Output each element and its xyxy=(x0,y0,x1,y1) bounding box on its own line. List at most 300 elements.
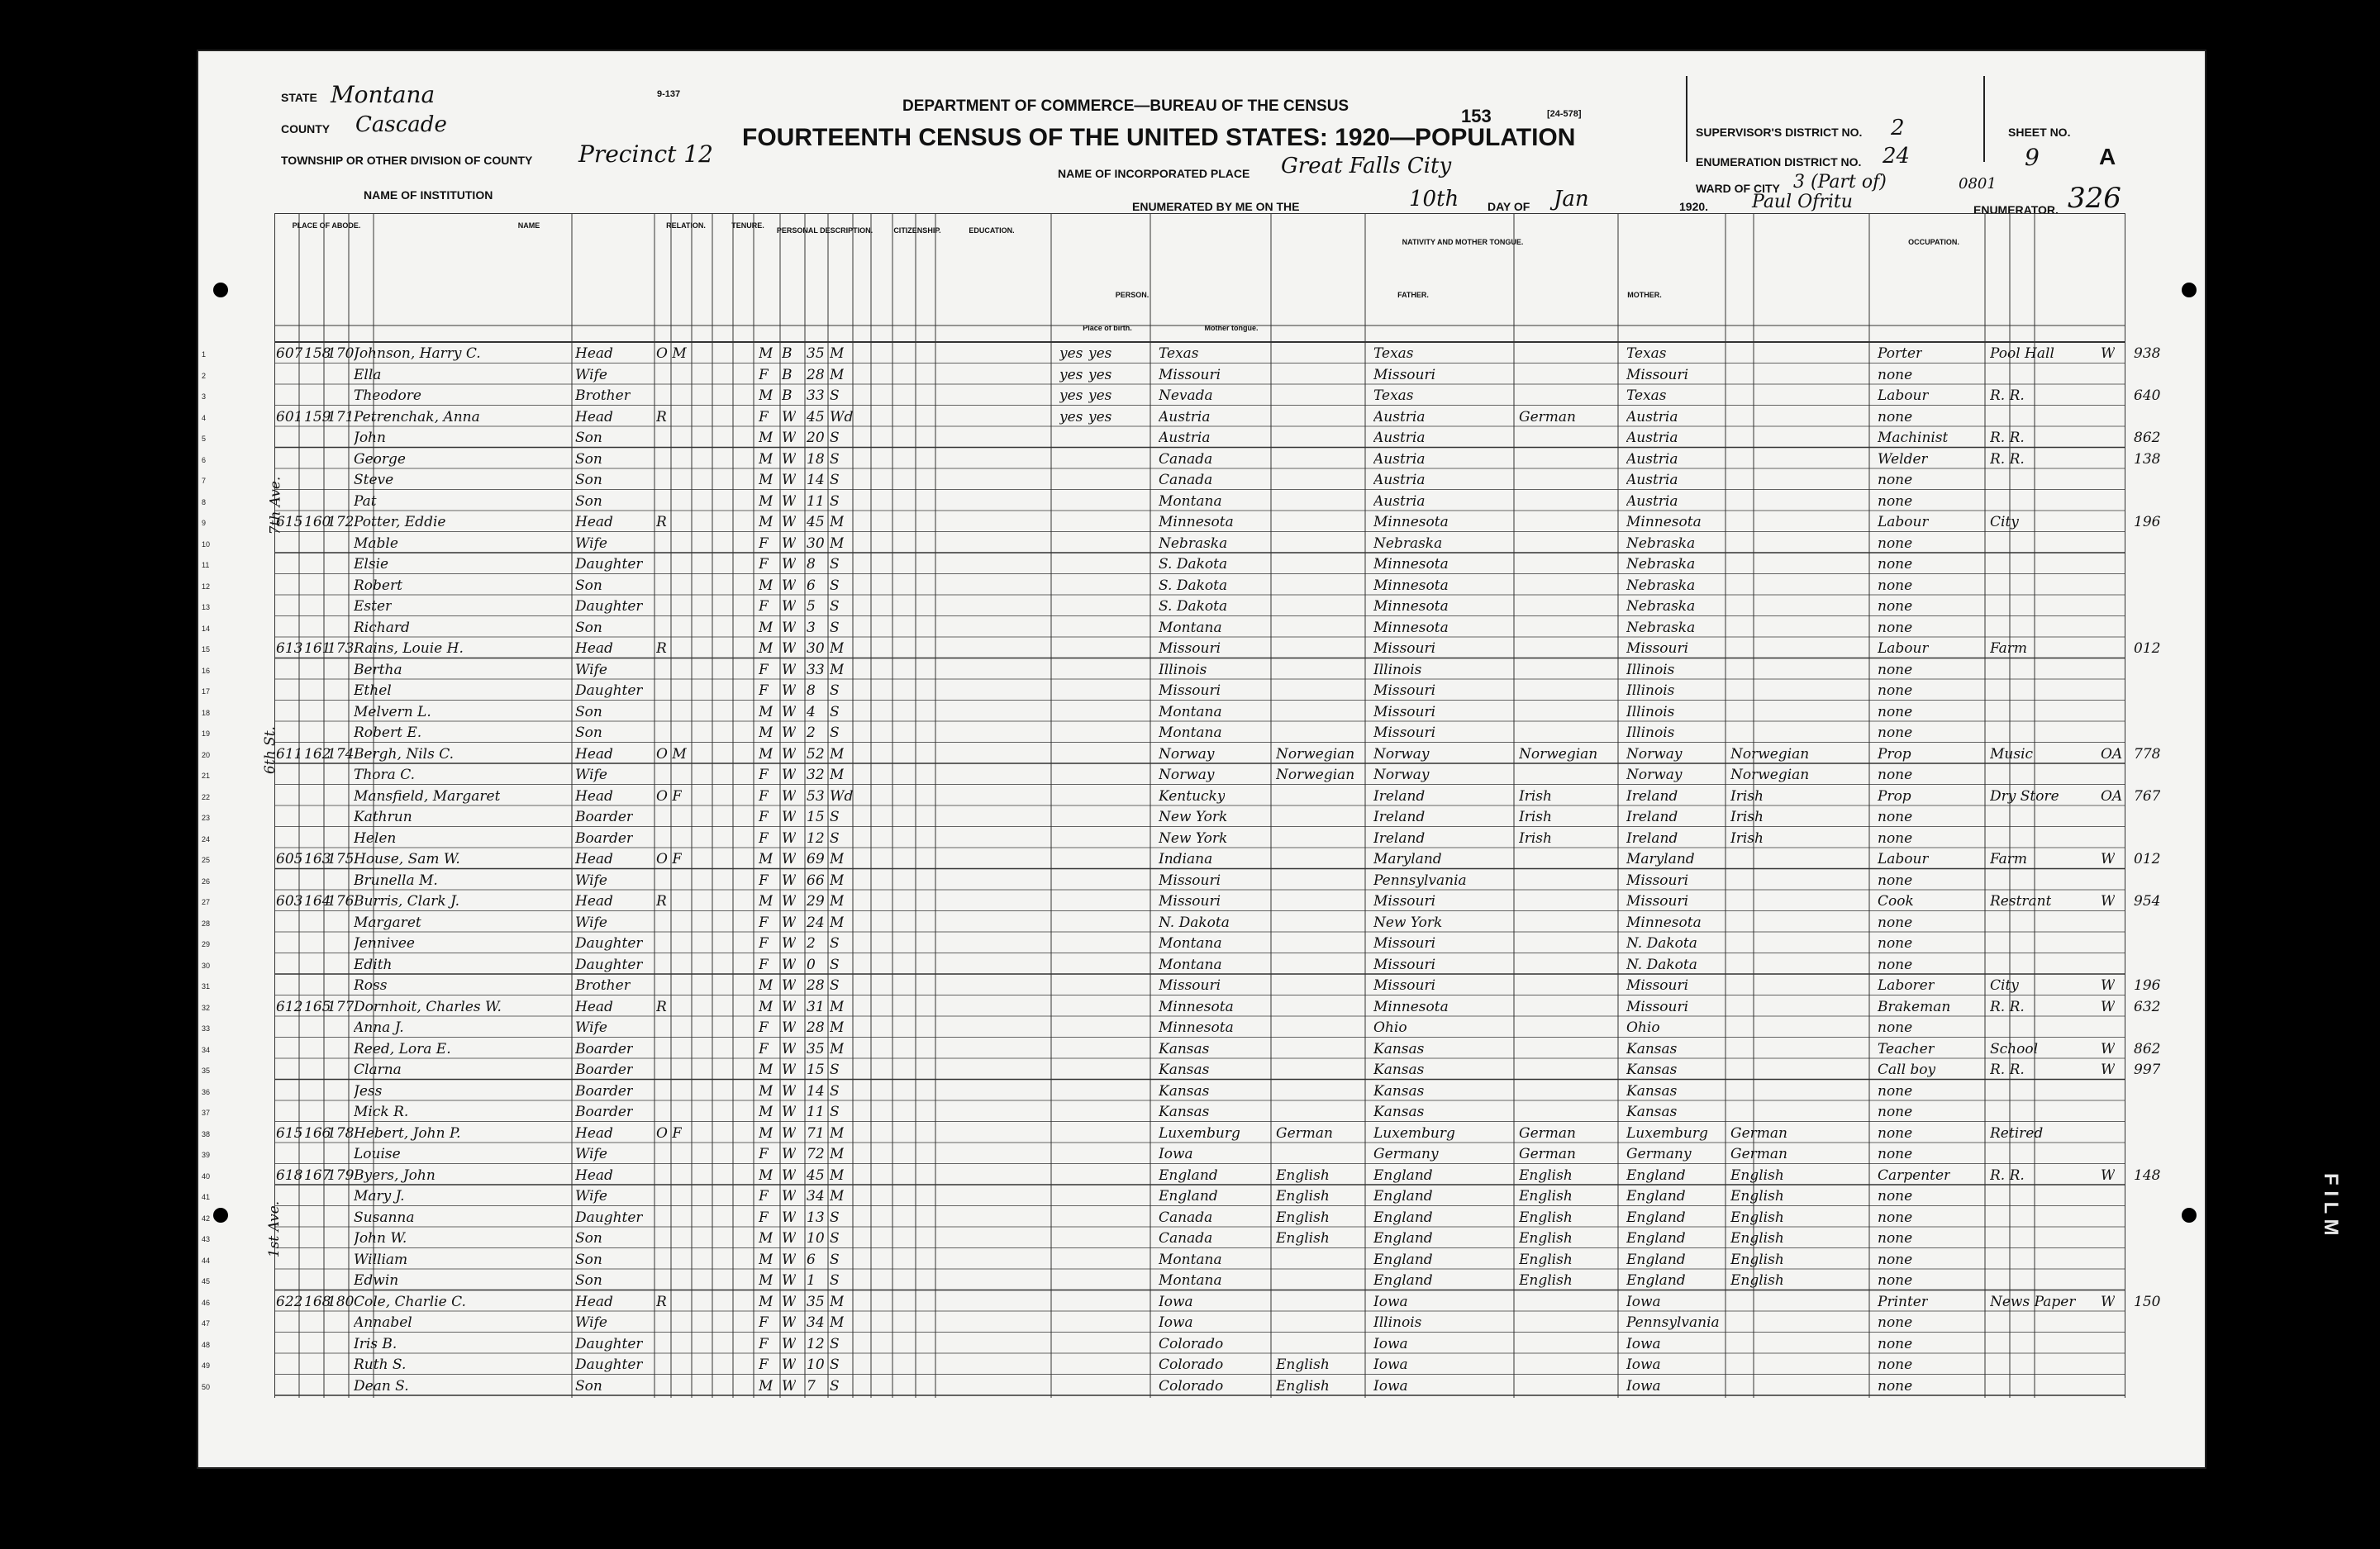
cell-sex: F xyxy=(759,1040,769,1057)
line-number: 17 xyxy=(202,687,211,696)
cell-sex: F xyxy=(759,1209,769,1226)
cell-tenure: O M xyxy=(656,745,687,763)
cell-race: W xyxy=(782,851,797,867)
cell-mtongue: Irish xyxy=(1730,787,1764,805)
cell-write: yes xyxy=(1088,408,1112,425)
cell-mbirth: Ohio xyxy=(1626,1019,1660,1036)
cell-name: Ella xyxy=(354,366,382,383)
cell-code: 150 xyxy=(2134,1293,2161,1310)
cell-rel: Boarder xyxy=(575,809,634,825)
cell-birth: Canada xyxy=(1159,450,1213,468)
table-row xyxy=(198,365,2049,387)
cell-sex: F xyxy=(759,787,769,805)
cell-sex: F xyxy=(759,956,769,973)
cell-name: Burris, Clark J. xyxy=(354,893,459,910)
cell-street: 615 xyxy=(276,514,303,530)
cell-race: W xyxy=(782,450,797,468)
cell-ms: S xyxy=(830,935,840,952)
table-row xyxy=(198,1039,2161,1061)
line-number: 12 xyxy=(202,582,211,591)
cell-age: 28 xyxy=(807,1019,825,1036)
cell-tenure: R xyxy=(656,893,667,910)
cell-street: 613 xyxy=(276,640,303,657)
cell-sex: M xyxy=(759,472,774,488)
cell-fbirth: Austria xyxy=(1373,492,1426,510)
cell-sex: F xyxy=(759,556,769,573)
cell-birth: Missouri xyxy=(1159,640,1221,657)
line-number: 14 xyxy=(202,624,211,633)
cell-fbirth: Missouri xyxy=(1373,682,1436,699)
cell-code: 954 xyxy=(2134,893,2161,910)
line-number: 34 xyxy=(202,1045,211,1054)
table-row xyxy=(198,955,2049,976)
table-row xyxy=(198,660,2049,682)
cell-sex: M xyxy=(759,1167,774,1184)
cell-family: 174 xyxy=(327,745,355,763)
cell-rel: Daughter xyxy=(575,1335,643,1352)
sheet-letter: A xyxy=(2099,144,2116,169)
enumerator-value: Paul Ofritu xyxy=(1752,192,1853,212)
line-number: 11 xyxy=(202,561,210,569)
cell-ms: M xyxy=(830,366,845,383)
cell-mbirth: Missouri xyxy=(1626,977,1689,994)
cell-code: 632 xyxy=(2134,998,2161,1015)
cell-trade: none xyxy=(1878,492,1913,510)
cell-rel: Head xyxy=(575,787,613,805)
cell-ms: M xyxy=(830,767,845,783)
cell-name: Potter, Eddie xyxy=(354,514,446,530)
cell-industry: R. R. xyxy=(1990,387,2025,404)
cell-mbirth: Ireland xyxy=(1626,829,1678,847)
cell-fbirth: England xyxy=(1373,1209,1433,1226)
cell-race: W xyxy=(782,977,797,994)
cell-street: 615 xyxy=(276,1124,303,1142)
cell-race: B xyxy=(782,387,793,404)
cell-mtongue: Norwegian xyxy=(1730,745,1810,763)
cell-street: 603 xyxy=(276,893,303,910)
cell-birth: Missouri xyxy=(1159,682,1221,699)
cell-age: 4 xyxy=(807,703,816,720)
line-number: 43 xyxy=(202,1235,211,1243)
cell-cls: W xyxy=(2101,345,2116,362)
line-number: 23 xyxy=(202,814,211,822)
cell-rel: Son xyxy=(575,1230,602,1247)
cell-dwelling: 164 xyxy=(304,893,331,910)
cell-rel: Boarder xyxy=(575,829,634,847)
cell-age: 29 xyxy=(807,893,825,910)
col-occupation: OCCUPATION. xyxy=(1908,238,1959,246)
cell-birth: Montana xyxy=(1159,619,1222,636)
cell-mbirth: Illinois xyxy=(1626,661,1675,678)
cell-name: Dean S. xyxy=(354,1377,409,1395)
cell-rel: Son xyxy=(575,1272,602,1289)
line-number: 30 xyxy=(202,961,211,970)
table-row xyxy=(198,1376,2049,1398)
cell-birth: Kentucky xyxy=(1159,787,1226,805)
cell-fbirth: Missouri xyxy=(1373,956,1436,973)
cell-race: B xyxy=(782,345,793,362)
punch-hole xyxy=(2182,1208,2197,1223)
cell-mbirth: England xyxy=(1626,1209,1686,1226)
table-row xyxy=(198,1313,2049,1334)
table-row xyxy=(198,934,2049,955)
enumerated-month: Jan xyxy=(1554,187,1589,211)
cell-mbirth: Texas xyxy=(1626,345,1667,362)
cell-birth: Montana xyxy=(1159,725,1222,741)
cell-name: Margaret xyxy=(354,914,421,931)
cell-rel: Head xyxy=(575,345,613,362)
cell-name: House, Sam W. xyxy=(354,851,460,867)
film-label: F I L M xyxy=(2320,1173,2342,1236)
cell-trade: none xyxy=(1878,1019,1913,1036)
cell-birth: Austria xyxy=(1159,408,1211,425)
cell-mbirth: Nebraska xyxy=(1626,577,1696,594)
cell-code: 640 xyxy=(2134,387,2161,404)
line-number: 3 xyxy=(202,392,207,401)
cell-age: 18 xyxy=(807,450,825,468)
cell-sex: F xyxy=(759,829,769,847)
cell-trade: Printer xyxy=(1878,1293,1928,1310)
cell-ftongue: Irish xyxy=(1519,809,1552,825)
cell-sex: F xyxy=(759,661,769,678)
cell-race: W xyxy=(782,619,797,636)
sheet-label: SHEET NO. xyxy=(2008,126,2071,139)
cell-rel: Head xyxy=(575,1167,613,1184)
cell-birth: S. Dakota xyxy=(1159,598,1228,615)
cell-birth: Canada xyxy=(1159,1209,1213,1226)
cell-age: 15 xyxy=(807,1062,825,1078)
cell-age: 45 xyxy=(807,1167,825,1184)
cell-rel: Son xyxy=(575,430,602,446)
cell-age: 34 xyxy=(807,1188,825,1205)
cell-write: yes xyxy=(1088,366,1112,383)
cell-race: W xyxy=(782,956,797,973)
cell-sex: M xyxy=(759,1251,774,1268)
cell-dwelling: 163 xyxy=(304,851,331,867)
cell-sex: M xyxy=(759,1104,774,1120)
cell-trade: none xyxy=(1878,914,1913,931)
cell-dwelling: 161 xyxy=(304,640,331,657)
cell-race: W xyxy=(782,935,797,952)
cell-ms: S xyxy=(830,598,840,615)
cell-sex: F xyxy=(759,914,769,931)
line-number: 1 xyxy=(202,350,207,359)
cell-race: W xyxy=(782,598,797,615)
cell-mtongue: English xyxy=(1730,1230,1784,1247)
cell-mbirth: Missouri xyxy=(1626,872,1689,889)
cell-dwelling: 160 xyxy=(304,514,331,530)
cell-trade: Labour xyxy=(1878,640,1929,657)
line-number: 42 xyxy=(202,1214,211,1223)
cell-mbirth: England xyxy=(1626,1167,1686,1184)
cell-age: 30 xyxy=(807,535,825,552)
cell-fbirth: Nebraska xyxy=(1373,535,1443,552)
cell-street: 607 xyxy=(276,345,303,362)
table-row xyxy=(198,344,2161,365)
cell-ftongue: English xyxy=(1519,1209,1573,1226)
cell-code: 148 xyxy=(2134,1167,2161,1184)
enum-district-value: 24 xyxy=(1883,144,1911,169)
cell-fbirth: Texas xyxy=(1373,387,1414,404)
cell-age: 45 xyxy=(807,408,825,425)
enumerator-label: ENUMERATOR. xyxy=(1973,203,2059,216)
cell-race: W xyxy=(782,998,797,1015)
cell-birth: England xyxy=(1159,1188,1218,1205)
cell-street: 611 xyxy=(276,745,303,763)
cell-family: 177 xyxy=(327,998,355,1015)
cell-ms: S xyxy=(830,556,840,573)
cell-trade: Porter xyxy=(1878,345,1923,362)
cell-fbirth: Luxemburg xyxy=(1373,1124,1455,1142)
incorporated-label: NAME OF INCORPORATED PLACE xyxy=(1058,167,1250,180)
cell-ms: S xyxy=(830,472,840,488)
cell-rel: Son xyxy=(575,492,602,510)
cell-birth: Missouri xyxy=(1159,893,1221,910)
cell-ms: M xyxy=(830,851,845,867)
enum-district-label: ENUMERATION DISTRICT NO. xyxy=(1696,155,1862,169)
punch-hole xyxy=(213,283,228,297)
cell-trade: Call boy xyxy=(1878,1062,1936,1078)
cell-trade: none xyxy=(1878,1377,1913,1395)
table-row xyxy=(198,1124,2049,1145)
table-row xyxy=(198,1102,2049,1124)
line-number: 41 xyxy=(202,1193,211,1201)
line-number: 31 xyxy=(202,982,211,991)
cell-sex: M xyxy=(759,977,774,994)
cell-cls: W xyxy=(2101,893,2116,910)
cell-ms: S xyxy=(830,577,840,594)
cell-industry: R. R. xyxy=(1990,1167,2025,1184)
cell-trade: none xyxy=(1878,577,1913,594)
cell-mbirth: Nebraska xyxy=(1626,556,1696,573)
cell-sex: M xyxy=(759,1377,774,1395)
cell-birth: Iowa xyxy=(1159,1146,1193,1162)
line-number: 27 xyxy=(202,898,211,906)
cell-mbirth: Kansas xyxy=(1626,1104,1678,1120)
cell-age: 72 xyxy=(807,1146,825,1162)
sheet-value: 9 xyxy=(2025,144,2040,171)
cell-dwelling: 158 xyxy=(304,345,331,362)
cell-race: W xyxy=(782,1335,797,1352)
cell-mbirth: Pennsylvania xyxy=(1626,1314,1720,1331)
cell-fbirth: Missouri xyxy=(1373,640,1436,657)
cell-mbirth: Missouri xyxy=(1626,998,1689,1015)
cell-mbirth: Iowa xyxy=(1626,1335,1661,1352)
cell-race: W xyxy=(782,472,797,488)
cell-ms: M xyxy=(830,640,845,657)
cell-race: W xyxy=(782,893,797,910)
cell-race: W xyxy=(782,640,797,657)
cell-name: William xyxy=(354,1251,408,1268)
cell-race: B xyxy=(782,366,793,383)
cell-trade: none xyxy=(1878,1357,1913,1373)
cell-fbirth: Minnesota xyxy=(1373,556,1449,573)
col-person: PERSON. xyxy=(1115,291,1150,299)
cell-ms: M xyxy=(830,514,845,530)
cell-ms: M xyxy=(830,345,845,362)
cell-age: 7 xyxy=(807,1377,816,1395)
cell-ms: S xyxy=(830,1357,840,1373)
cell-age: 15 xyxy=(807,809,825,825)
cell-rel: Daughter xyxy=(575,556,643,573)
line-number: 8 xyxy=(202,497,207,506)
cell-sex: F xyxy=(759,1146,769,1162)
cell-trade: none xyxy=(1878,809,1913,825)
cell-mtongue: Irish xyxy=(1730,829,1764,847)
cell-family: 180 xyxy=(327,1293,355,1310)
cell-birth: N. Dakota xyxy=(1159,914,1230,931)
line-number: 2 xyxy=(202,371,207,380)
cell-cls: W xyxy=(2101,1293,2116,1310)
cell-rel: Wife xyxy=(575,366,607,383)
table-row xyxy=(198,1186,2049,1208)
cell-fbirth: Illinois xyxy=(1373,661,1422,678)
table-row xyxy=(198,786,2161,808)
cell-trade: none xyxy=(1878,598,1913,615)
cell-mbirth: Norway xyxy=(1626,767,1683,783)
cell-birth: Missouri xyxy=(1159,366,1221,383)
cell-name: Mable xyxy=(354,535,398,552)
line-number: 18 xyxy=(202,708,211,717)
cell-birth: Iowa xyxy=(1159,1293,1193,1310)
cell-name: Jennivee xyxy=(354,935,415,952)
cell-ftongue: English xyxy=(1519,1167,1573,1184)
cell-ms: S xyxy=(830,956,840,973)
cell-sex: F xyxy=(759,1335,769,1352)
cell-birth: Montana xyxy=(1159,492,1222,510)
cell-name: Pat xyxy=(354,492,377,510)
col-tenure: TENURE. xyxy=(731,221,764,230)
cell-trade: none xyxy=(1878,682,1913,699)
line-number: 46 xyxy=(202,1298,211,1307)
cell-mbirth: Maryland xyxy=(1626,851,1695,867)
margin-street-note: 7th Ave. xyxy=(267,476,284,535)
cell-code: 997 xyxy=(2134,1062,2161,1078)
census-title: FOURTEENTH CENSUS OF THE UNITED STATES: 1920—POPULATION xyxy=(742,124,1576,151)
cell-tongue: English xyxy=(1276,1188,1330,1205)
cell-sex: M xyxy=(759,851,774,867)
cell-family: 175 xyxy=(327,851,355,867)
line-number: 44 xyxy=(202,1256,211,1265)
cell-trade: none xyxy=(1878,472,1913,488)
col-citizenship: CITIZENSHIP. xyxy=(893,226,941,235)
cell-cls: W xyxy=(2101,1040,2116,1057)
cell-mtongue: English xyxy=(1730,1251,1784,1268)
cell-name: Ruth S. xyxy=(354,1357,407,1373)
cell-age: 31 xyxy=(807,998,825,1015)
cell-age: 69 xyxy=(807,851,825,867)
cell-age: 34 xyxy=(807,1314,825,1331)
cell-trade: none xyxy=(1878,535,1913,552)
line-number: 37 xyxy=(202,1109,211,1117)
cell-tongue: English xyxy=(1276,1209,1330,1226)
cell-ms: S xyxy=(830,1377,840,1395)
cell-name: Theodore xyxy=(354,387,421,404)
cell-rel: Head xyxy=(575,893,613,910)
line-number: 32 xyxy=(202,1003,211,1012)
cell-rel: Boarder xyxy=(575,1082,634,1100)
cell-birth: Montana xyxy=(1159,956,1222,973)
cell-ms: S xyxy=(830,1251,840,1268)
table-row xyxy=(198,891,2161,913)
cell-read: yes xyxy=(1059,387,1083,404)
cell-rel: Son xyxy=(575,450,602,468)
col-birth-person: Place of birth. xyxy=(1083,324,1132,332)
cell-ms: M xyxy=(830,535,845,552)
cell-trade: none xyxy=(1878,661,1913,678)
cell-name: Robert xyxy=(354,577,402,594)
cell-industry: City xyxy=(1990,977,2019,994)
cell-trade: none xyxy=(1878,956,1913,973)
cell-mbirth: Nebraska xyxy=(1626,619,1696,636)
cell-ftongue: English xyxy=(1519,1188,1573,1205)
cell-rel: Wife xyxy=(575,1188,607,1205)
cell-race: W xyxy=(782,514,797,530)
cell-ms: S xyxy=(830,430,840,446)
cell-ms: S xyxy=(830,809,840,825)
cell-tenure: O F xyxy=(656,787,683,805)
cell-sex: M xyxy=(759,345,774,362)
cell-industry: R. R. xyxy=(1990,430,2025,446)
cell-fbirth: Iowa xyxy=(1373,1293,1408,1310)
cell-name: Steve xyxy=(354,472,394,488)
cell-mbirth: Missouri xyxy=(1626,893,1689,910)
cell-trade: none xyxy=(1878,1314,1913,1331)
cell-sex: M xyxy=(759,998,774,1015)
cell-industry: Music xyxy=(1990,745,2034,763)
cell-birth: Texas xyxy=(1159,345,1199,362)
cell-fbirth: New York xyxy=(1373,914,1443,931)
cell-name: Mary J. xyxy=(354,1188,405,1205)
cell-race: W xyxy=(782,1104,797,1120)
cell-trade: Laborer xyxy=(1878,977,1935,994)
cell-name: Annabel xyxy=(354,1314,412,1331)
cell-sex: F xyxy=(759,935,769,952)
cell-sex: F xyxy=(759,1188,769,1205)
cell-tenure: R xyxy=(656,408,667,425)
cell-age: 28 xyxy=(807,977,825,994)
cell-ms: M xyxy=(830,661,845,678)
cell-sex: M xyxy=(759,450,774,468)
cell-tenure: R xyxy=(656,998,667,1015)
cell-birth: New York xyxy=(1159,809,1228,825)
cell-age: 32 xyxy=(807,767,825,783)
cell-name: Byers, John xyxy=(354,1167,436,1184)
cell-mtongue: Irish xyxy=(1730,809,1764,825)
line-number: 9 xyxy=(202,519,207,527)
cell-race: W xyxy=(782,829,797,847)
cell-race: W xyxy=(782,725,797,741)
cell-ms: Wd xyxy=(830,408,854,425)
table-row xyxy=(198,428,2161,449)
cell-ms: S xyxy=(830,1335,840,1352)
cell-age: 5 xyxy=(807,598,816,615)
table-row xyxy=(198,639,2161,660)
cell-race: W xyxy=(782,767,797,783)
cell-name: Petrenchak, Anna xyxy=(354,408,480,425)
cell-ms: S xyxy=(830,619,840,636)
cell-birth: Illinois xyxy=(1159,661,1207,678)
cell-name: Thora C. xyxy=(354,767,415,783)
cell-name: George xyxy=(354,450,406,468)
county-value: Cascade xyxy=(355,112,447,137)
cell-race: W xyxy=(782,1209,797,1226)
cell-cls: W xyxy=(2101,998,2116,1015)
cell-mbirth: Kansas xyxy=(1626,1082,1678,1100)
cell-trade: none xyxy=(1878,767,1913,783)
cell-ms: S xyxy=(830,450,840,468)
cell-cls: W xyxy=(2101,977,2116,994)
